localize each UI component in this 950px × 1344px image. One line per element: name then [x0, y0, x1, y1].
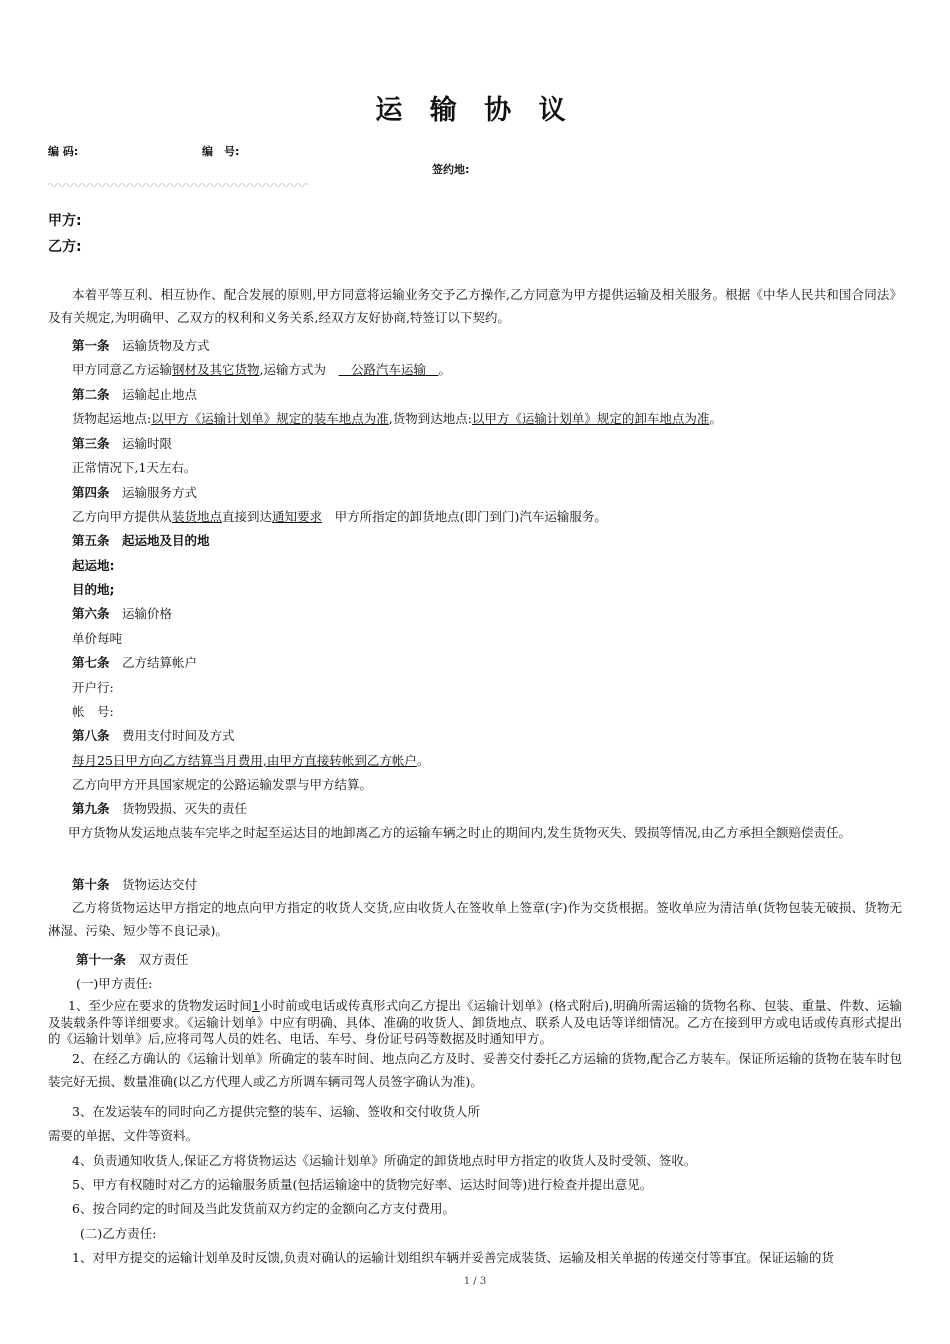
- party-a-duty-6: 6、按合同约定的时间及当此发货前双方约定的金额向乙方支付费用。: [72, 1201, 455, 1216]
- sign-place-label: 签约地:: [432, 163, 470, 176]
- article-10-heading: 第十条 货物运达交付: [72, 877, 198, 892]
- article-8-heading: 第八条 费用支付时间及方式: [72, 728, 235, 743]
- wavy-divider: [48, 182, 308, 188]
- party-a-duties-title: (一)甲方责任:: [76, 976, 153, 991]
- party-a-duty-2: 2、在经乙方确认的《运输计划单》所确定的装车时间、地点向乙方及时、妥善交付委托乙方运输的货物,配合乙方装车。保证所运输的货物在装车时包装完好无损、数量准确(以乙方代理人或乙方所调车辆司驾人员签字确认为准)。: [48, 1051, 902, 1089]
- article-7-heading: 第七条 乙方结算帐户: [72, 655, 198, 670]
- destination-label: 目的地;: [72, 582, 115, 597]
- party-b-label: 乙方:: [48, 239, 82, 255]
- intro-paragraph: 本着平等互利、相互协作、配合发展的原则,甲方同意将运输业务交予乙方操作,乙方同意为甲方提供运输及相关服务。根据《中华人民共和国合同法》及有关规定,为明确甲、乙双方的权利和义务关系,经双方友好协商,特签订以下契约。: [48, 287, 902, 325]
- article-1-text: 甲方同意乙方运输钢材及其它货物,运输方式为 公路汽车运输 。: [72, 362, 452, 377]
- bank-label: 开户行:: [72, 680, 114, 695]
- party-a-duty-3-line-2: 需要的单据、文件等资料。: [48, 1128, 199, 1143]
- article-6-heading: 第六条 运输价格: [72, 606, 173, 621]
- account-label: 帐 号:: [72, 704, 114, 719]
- party-a-label: 甲方:: [48, 213, 82, 229]
- article-10-text: 乙方将货物运达甲方指定的地点向甲方指定的收货人交货,应由收货人在签收单上签章(字)作为交货根据。签收单应为清洁单(货物包装无破损、货物无淋湿、污染、短少等不良记录)。: [48, 900, 902, 938]
- article-5-heading: 第五条 起运地及目的地: [72, 533, 210, 548]
- article-4-heading: 第四条 运输服务方式: [72, 485, 198, 500]
- origin-label: 起运地:: [72, 558, 115, 573]
- party-a-duty-5: 5、甲方有权随时对乙方的运输服务质量(包括运输途中的货物完好率、运达时间等)进行检查并提出意见。: [72, 1177, 653, 1192]
- article-11-heading: 第十一条 双方责任: [76, 952, 189, 967]
- article-4-text: 乙方向甲方提供从装货地点直接到达通知要求 甲方所指定的卸货地点(即门到门)汽车运输服务。: [72, 509, 607, 524]
- article-8-line-1: 每月25日甲方向乙方结算当月费用,由甲方直接转帐到乙方帐户。: [72, 753, 430, 768]
- article-9-text: 甲方货物从发运地点装车完毕之时起至运达目的地卸离乙方的运输车辆之时止的期间内,发生货物灭失、毁损等情况,由乙方承担全额赔偿责任。: [68, 825, 851, 840]
- article-9-heading: 第九条 货物毁损、灭失的责任: [72, 801, 248, 816]
- page-number: 1 / 3: [463, 1276, 487, 1287]
- party-a-duty-4: 4、负责通知收货人,保证乙方将货物运达《运输计划单》所确定的卸货地点时甲方指定的收货人及时受领、签收。: [72, 1153, 697, 1168]
- party-b-duty-1: 1、对甲方提交的运输计划单及时反馈,负责对确认的运输计划组织车辆并妥善完成装货、运输及相关单据的传递交付等事宜。保证运输的货: [72, 1250, 834, 1265]
- article-8-line-2: 乙方向甲方开具国家规定的公路运输发票与甲方结算。: [72, 777, 373, 792]
- document-title: 运 输 协 议: [375, 95, 575, 126]
- article-2-text: 货物起运地点:以甲方《运输计划单》规定的装车地点为准,货物到达地点:以甲方《运输计划单》规定的卸车地点为准。: [72, 411, 722, 426]
- code-label: 编 码:: [48, 145, 79, 158]
- article-1-heading: 第一条 运输货物及方式: [72, 338, 210, 353]
- party-a-duty-3-line-1: 3、在发运装车的同时向乙方提供完整的装车、运输、签收和交付收货人所: [72, 1104, 480, 1119]
- article-3-heading: 第三条 运输时限: [72, 436, 173, 451]
- article-2-heading: 第二条 运输起止地点: [72, 387, 198, 402]
- party-b-duties-title: (二)乙方责任:: [80, 1226, 157, 1241]
- party-a-duty-1: 1、至少应在要求的货物发运时间1小时前或电话或传真形式向乙方提出《运输计划单》(格式附后),明确所需运输的货物名称、包装、重量、件数、运输及装载条件等详细要求。《运输计划单》中应有明确、具体、准确的收货人、卸货地点、联系人及电话等详细情况。乙方在接到甲方或电话或传真形式提出的《运输计划单》后,应将司驾人员的姓名、电话、车号、身份证号码等数据及时通知甲方。: [48, 998, 902, 1046]
- article-3-text: 正常情况下,1天左右。: [72, 460, 197, 475]
- article-6-text: 单价每吨: [72, 631, 123, 646]
- number-label: 编 号:: [202, 145, 240, 158]
